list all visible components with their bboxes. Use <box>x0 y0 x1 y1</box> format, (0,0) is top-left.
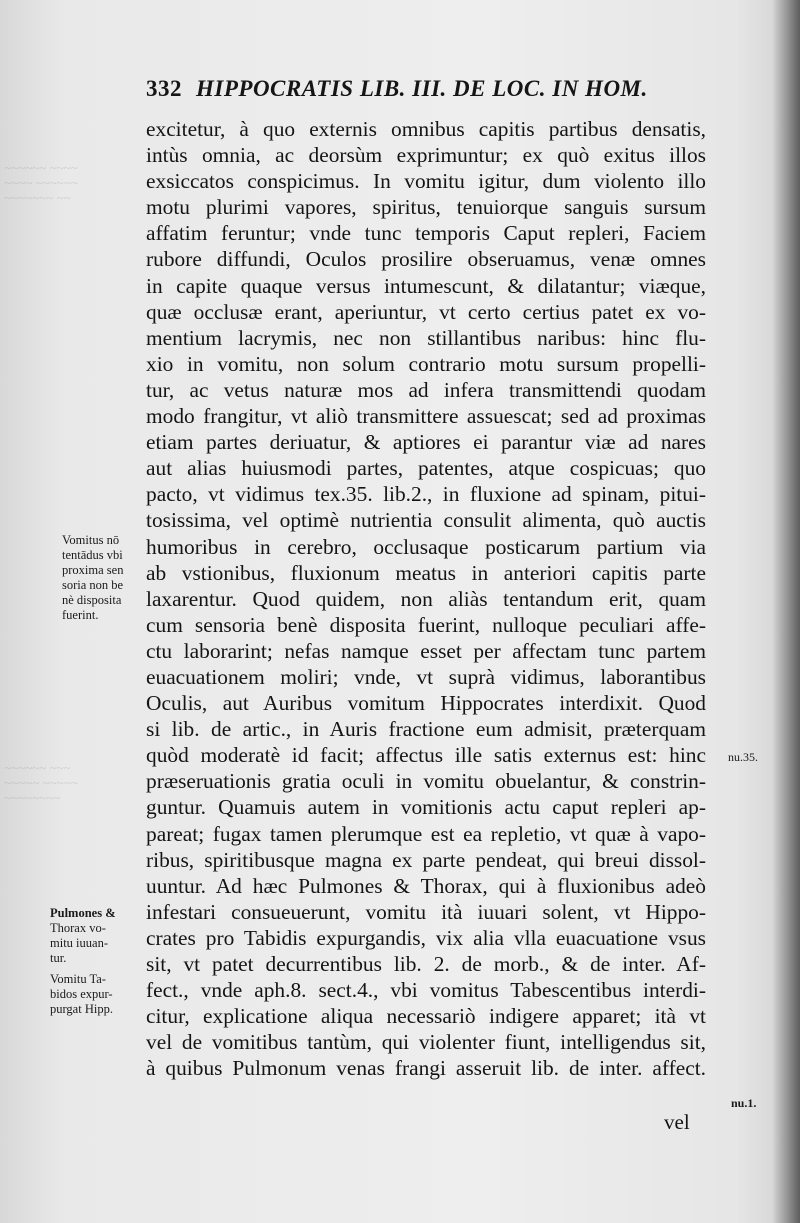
margin-note-line: mitu iuuan- <box>50 936 108 950</box>
margin-note-line: tur. <box>50 951 67 965</box>
margin-note-line: Vomitu Ta- <box>50 972 106 986</box>
page-number: 332 <box>146 76 182 101</box>
margin-note-line: proxima sen <box>62 563 124 577</box>
bleed-through-left: ~~~~~~ ~~~~ ~~~~ ~~~~~~ ~~~~~~~ ~~ <box>4 160 78 205</box>
text-line: laxarentur. Quod quidem, non aliàs tentandum erit, quam <box>146 586 706 611</box>
text-line: pareat; fugax tamen plerumque est ea repletio, vt quæ à vapo- <box>146 821 706 846</box>
running-head <box>146 76 686 102</box>
text-line: rubore diffundi, Oculos prosilire obseruamus, venæ omnes <box>146 247 706 272</box>
text-line: euacuationem moliri; vnde, vt suprà vidimus, laborantibus <box>146 664 706 689</box>
catchword: vel <box>664 1110 690 1134</box>
text-line: tosissima, vel optimè nutrientia consulit alimenta, quò auctis <box>146 508 706 533</box>
text-line: in capite quaque versus intumescunt, & dilatantur; viæque, <box>146 273 706 298</box>
margin-note-line: nè disposita <box>62 593 122 607</box>
text-line: humoribus in cerebro, occlusaque posticarum partium via <box>146 534 706 559</box>
text-line: quòd moderatè id facit; affectus ille satis externus est: hinc <box>146 743 706 768</box>
text-line: infestari consueuerunt, vomitu ità iuuari solent, vt Hippo- <box>146 899 706 924</box>
running-title: HIPPOCRATIS LIB. III. DE LOC. IN HOM. <box>196 76 648 101</box>
margin-note-line: fuerint. <box>62 608 99 622</box>
margin-note-line: Thorax vo- <box>50 921 106 935</box>
page-edge-shadow <box>772 0 800 1223</box>
text-line: crates pro Tabidis expurgandis, vix alia vlla euacuatione vsus <box>146 925 706 950</box>
margin-note-line: Vomitus nō <box>62 533 120 547</box>
text-line: mentium lacrymis, nec non stillantibus naribus: hinc flu- <box>146 325 706 350</box>
margin-reference: nu.35. <box>728 750 758 764</box>
text-line: fect., vnde aph.8. sect.4., vbi vomitus Tabescentibus interdi- <box>146 978 706 1003</box>
margin-note-line: tentādus vbi <box>62 548 123 562</box>
margin-note-line: purgat Hipp. <box>50 1002 113 1016</box>
margin-note-vomiting <box>62 533 123 623</box>
margin-note-tabidos <box>50 972 113 1017</box>
margin-note-lungs <box>50 906 116 966</box>
body-text <box>146 116 706 1081</box>
text-line: intùs omnia, ac deorsùm exprimuntur; ex quò exitus illos <box>146 143 706 168</box>
text-line: pacto, vt vidimus tex.35. lib.2., in fluxione ad spinam, pitui- <box>146 482 706 507</box>
text-line: motu plurimi vapores, spiritus, tenuiorque sanguis sursum <box>146 195 706 220</box>
margin-reference: nu.1. <box>731 1096 757 1110</box>
text-line: xio in vomitu, non solum contrario motu sursum propelli- <box>146 351 706 376</box>
text-line: ribus, spiritibusque magna ex parte pendeat, qui breui dissol- <box>146 847 706 872</box>
text-line: affatim feruntur; vnde tunc temporis Caput repleri, Faciem <box>146 221 706 246</box>
text-line: ab vstionibus, fluxionum meatus in anteriori capitis parte <box>146 560 706 585</box>
text-line: præseruationis gratia oculi in vomitu obuelantur, & constrin- <box>146 769 706 794</box>
margin-note-line: soria non be <box>62 578 124 592</box>
text-line: cum sensoria benè disposita fuerint, nulloque peculiari affe- <box>146 612 706 637</box>
text-line: vel de vomitibus tantùm, qui violenter fiunt, intelligendus sit, <box>146 1030 706 1055</box>
text-line: si lib. de artic., in Auris fractione eum admisit, præterquam <box>146 717 706 742</box>
text-line: guntur. Quamuis autem in vomitionis actu caput repleri ap- <box>146 795 706 820</box>
text-line: sit, vt patet decurrentibus lib. 2. de morb., & de inter. Af- <box>146 952 706 976</box>
text-line: Oculis, aut Auribus vomitum Hippocrates interdixit. Quod <box>146 691 706 716</box>
text-line: tur, ac vetus naturæ mos ad infera transmittendi quodam <box>146 377 706 402</box>
text-line: excitetur, à quo externis omnibus capitis partibus densatis, <box>146 117 706 141</box>
text-line: etiam partes deriuatur, & aptiores ei parantur viæ ad nares <box>146 430 706 455</box>
text-line: à quibus Pulmonum venas frangi asseruit lib. de inter. affect. <box>146 1056 706 1081</box>
text-line: uuntur. Ad hæc Pulmones & Thorax, qui à fluxionibus adeò <box>146 873 706 898</box>
margin-note-line: Pulmones & <box>50 906 116 920</box>
bleed-through-left-2: ~~~~~~ ~~~ ~~~~~ ~~~~~ ~~~~~~~~ <box>4 760 78 805</box>
text-line: exsiccatos conspicimus. In vomitu igitur, dum violento illo <box>146 169 706 194</box>
margin-note-line: bidos expur- <box>50 987 113 1001</box>
text-line: ctu laborarint; nefas namque esset per affectam tunc partem <box>146 638 706 663</box>
text-line: quæ occlusæ erant, aperiuntur, vt certo certius patet ex vo- <box>146 299 706 324</box>
text-line: citur, explicatione aliqua necessariò indigere apparet; ità vt <box>146 1004 706 1029</box>
text-line: aut alias huiusmodi partes, patentes, atque cospicuas; quo <box>146 456 706 481</box>
text-line: modo frangitur, vt aliò transmittere assuescat; sed ad proximas <box>146 404 706 429</box>
